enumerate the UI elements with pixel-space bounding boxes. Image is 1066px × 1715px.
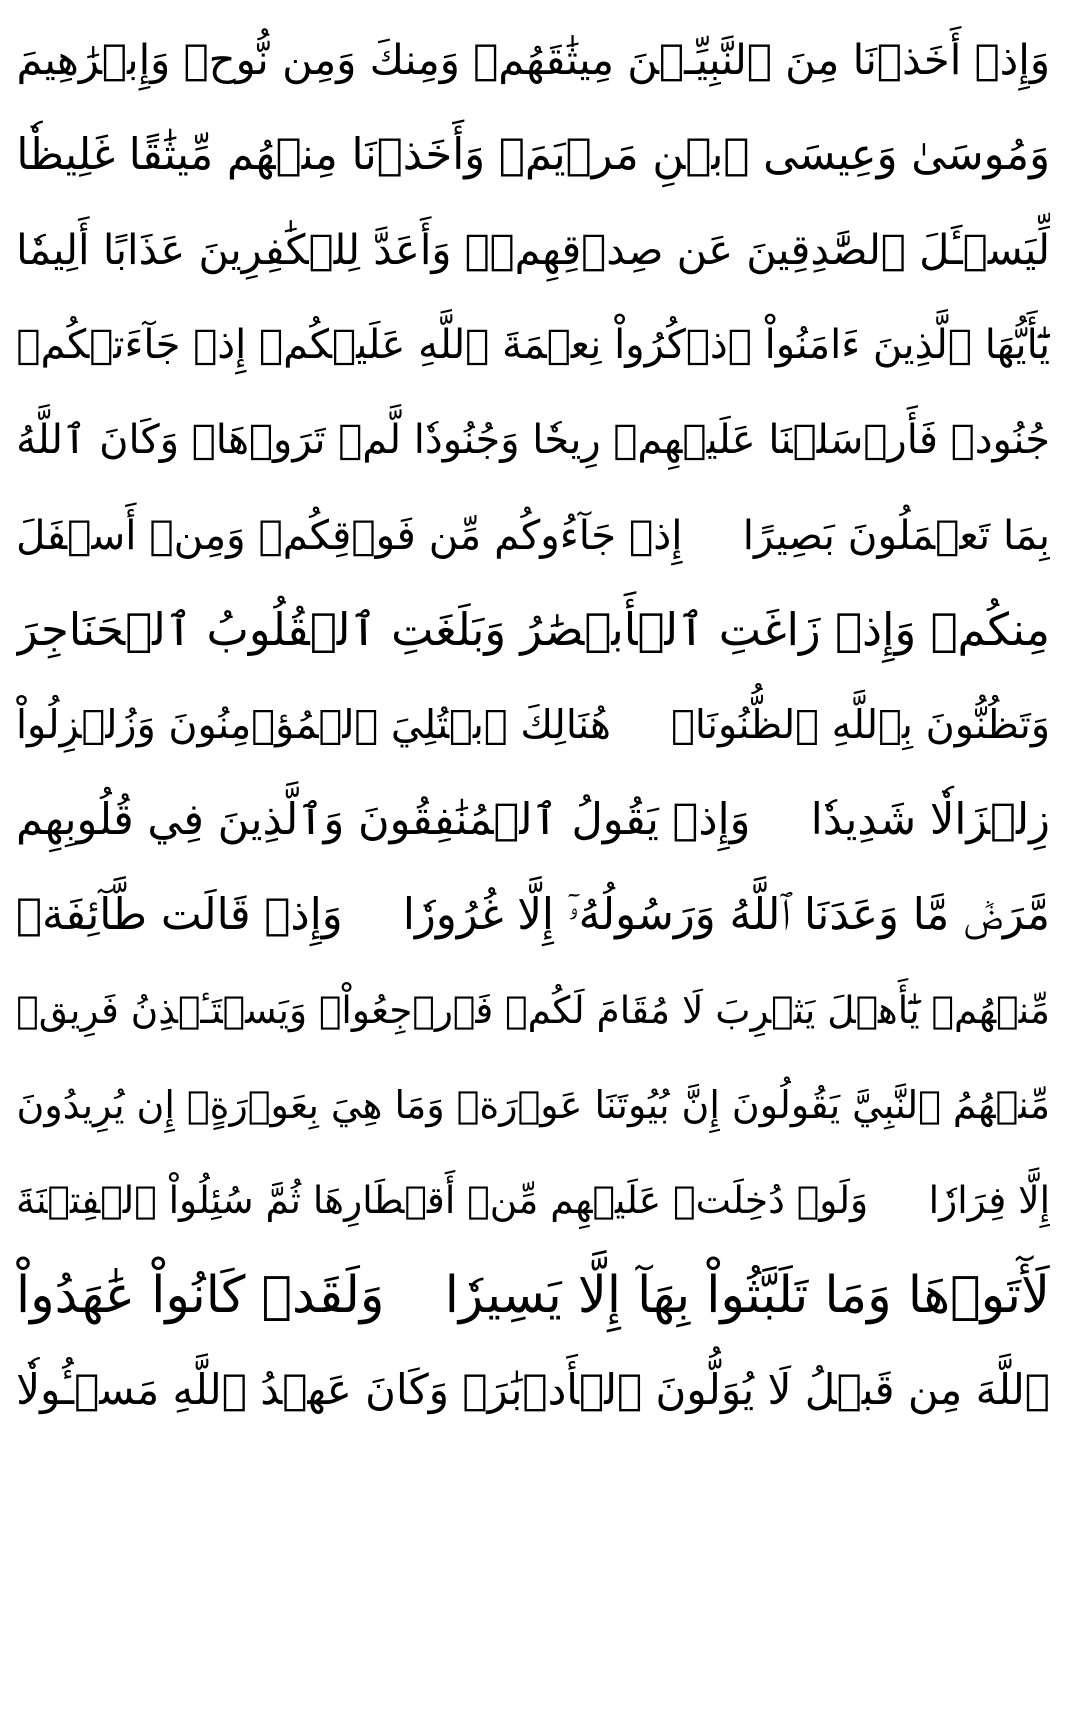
text-line: [16, 582, 1050, 677]
line-segment: مِّنۡهُمُ ٱلنَّبِيَّ يَقُولُونَ إِنَّ بُيُوتَنَا عَوۡرَةٞ وَمَا هِيَ بِعَوۡرَةٍۖ إِن يُرِيدُونَ: [16, 1082, 1050, 1127]
text-line: [16, 962, 1050, 1057]
line-segment: إِذۡ جَآءُوكُم مِّن فَوۡقِكُمۡ وَمِنۡ أَسۡفَلَ: [16, 510, 683, 559]
line-segment: وَإِذۡ أَخَذۡنَا مِنَ ٱلنَّبِيِّـۧنَ مِيثَٰقَهُمۡ وَمِنكَ وَمِن نُّوحٖ وَإِبۡرَٰهِيمَ: [16, 35, 1050, 84]
text-line: [16, 12, 1050, 107]
line-segment: إِلَّا فِرَارٗا: [928, 1177, 1050, 1222]
line-segment: ٱللَّهَ مِن قَبۡلُ لَا يُوَلُّونَ ٱلۡأَدۡبَٰرَۚ وَكَانَ عَهۡدُ ٱللَّهِ مَسۡـُٔولٗا: [16, 1365, 1050, 1414]
text-line: [16, 677, 1050, 772]
line-segment: زِلۡزَالٗا شَدِيدٗا: [810, 794, 1050, 845]
line-segment: وَتَظُنُّونَ بِٱللَّهِ ٱلظُّنُونَا۠: [671, 701, 1050, 748]
line-segment: جُنُودٞ فَأَرۡسَلۡنَا عَلَيۡهِمۡ رِيحٗا وَجُنُودٗا لَّمۡ تَرَوۡهَاۚ وَكَانَ ٱللَّهُ: [16, 416, 1050, 463]
line-segment: وَلَوۡ دُخِلَتۡ عَلَيۡهِم مِّنۡ أَقۡطَارِهَا ثُمَّ سُئِلُواْ ٱلۡفِتۡنَةَ: [16, 1177, 869, 1222]
text-line: [16, 487, 1050, 582]
text-line: [16, 867, 1050, 962]
line-segment: لَأٓتَوۡهَا وَمَا تَلَبَّثُواْ بِهَآ إِلَّا يَسِيرٗا: [444, 1265, 1050, 1324]
line-segment: وَإِذۡ قَالَت طَّآئِفَةٞ: [16, 889, 343, 940]
text-line: [16, 1057, 1050, 1152]
line-segment: وَإِذۡ يَقُولُ ٱلۡمُنَٰفِقُونَ وَٱلَّذِينَ فِي قُلُوبِهِم: [16, 794, 751, 845]
text-line: [16, 202, 1050, 297]
text-line: [16, 107, 1050, 202]
line-segment: وَمُوسَىٰ وَعِيسَى ٱبۡنِ مَرۡيَمَۖ وَأَخَذۡنَا مِنۡهُم مِّيثَٰقًا غَلِيظٗا: [16, 129, 1050, 180]
text-line: [16, 1152, 1050, 1247]
line-segment: وَلَقَدۡ كَانُواْ عَٰهَدُواْ: [16, 1265, 385, 1324]
line-segment: يَٰٓأَيُّهَا ٱلَّذِينَ ءَامَنُواْ ٱذۡكُرُواْ نِعۡمَةَ ٱللَّهِ عَلَيۡكُمۡ إِذۡ جَآءَتۡكُمۡ: [16, 321, 1050, 368]
text-line: [16, 1342, 1050, 1437]
line-segment: مِّنۡهُمۡ يَٰٓأَهۡلَ يَثۡرِبَ لَا مُقَامَ لَكُمۡ فَٱرۡجِعُواْۚ وَيَسۡتَـٔۡذِنُ فَرِيقٞ: [16, 987, 1050, 1032]
line-segment: مَّرَضٞ مَّا وَعَدَنَا ٱللَّهُ وَرَسُولُهُۥٓ إِلَّا غُرُورٗا: [402, 889, 1050, 940]
text-line: [16, 392, 1050, 487]
text-line: [16, 1247, 1050, 1342]
text-line: [16, 772, 1050, 867]
line-segment: بِمَا تَعۡمَلُونَ بَصِيرًا: [742, 510, 1050, 559]
line-segment: مِنكُمۡ وَإِذۡ زَاغَتِ ٱلۡأَبۡصَٰرُ وَبَلَغَتِ ٱلۡقُلُوبُ ٱلۡحَنَاجِرَ: [16, 603, 1050, 656]
line-segment: هُنَالِكَ ٱبۡتُلِيَ ٱلۡمُؤۡمِنُونَ وَزُلۡزِلُواْ: [16, 701, 611, 748]
line-segment: لِّيَسۡـَٔلَ ٱلصَّٰدِقِينَ عَن صِدۡقِهِمۡۚ وَأَعَدَّ لِلۡكَٰفِرِينَ عَذَابًا أَلِيمٗا: [16, 225, 1050, 274]
text-line: [16, 297, 1050, 392]
